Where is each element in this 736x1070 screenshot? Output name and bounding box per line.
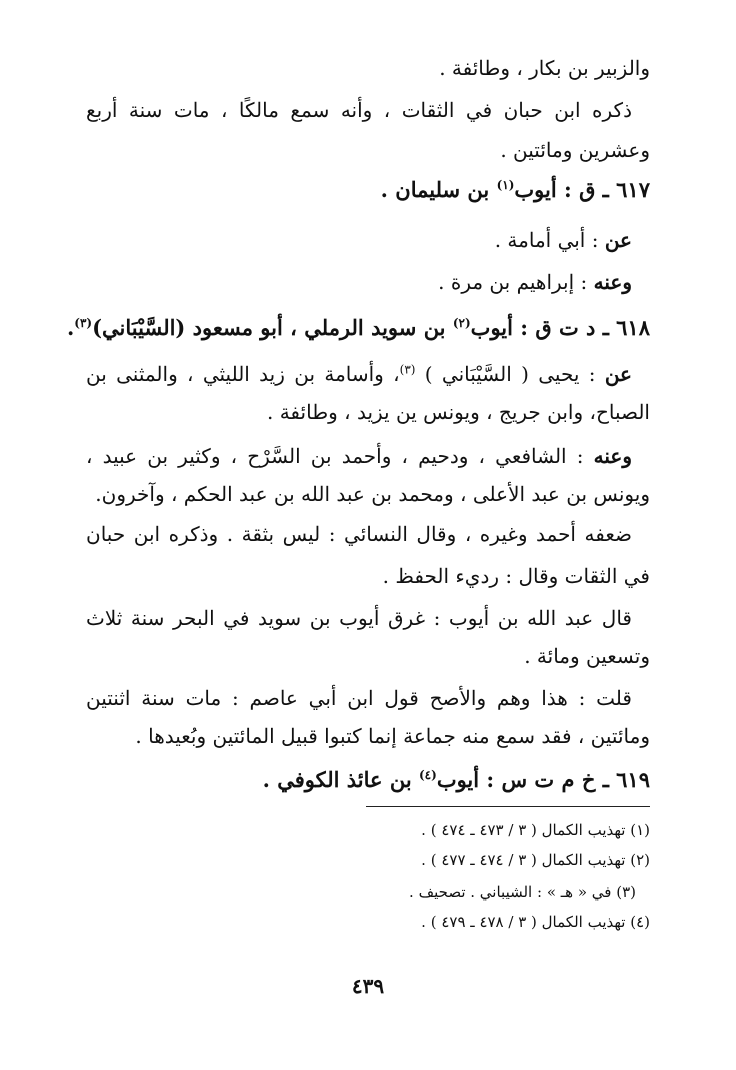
footnote: (٣) في « هـ » : الشيباني . تصحيف . (409, 883, 636, 901)
text-span: ، وأسامة بن زيد الليثي ، والمثنى بن (86, 362, 400, 386)
text-line: ومائتين ، فقد سمع منه جماعة إنما كتبوا قبيل المائتين وبُعيدها . (135, 724, 650, 748)
text-line (86, 268, 632, 296)
text-line (86, 226, 632, 254)
entry-heading-618 (66, 314, 650, 342)
text-line: والزبير بن بكار ، وطائفة . (439, 56, 650, 80)
text-line: ضعفه أحمد وغيره ، وقال النسائي : ليس بثقة . وذكره ابن حبان (86, 522, 632, 546)
text-span: : الشافعي ، ودحيم ، وأحمد بن السَّرْح ، وكثير بن عبيد ، (86, 444, 594, 468)
entry-heading-619 (86, 766, 650, 794)
entry-heading-text: . (66, 315, 75, 340)
text-span: : أبي أمامة . (494, 228, 605, 252)
text-line: ذكره ابن حبان في الثقات ، وأنه سمع مالكًا ، مات سنة أربع (86, 98, 632, 122)
footnote-ref: (٣) (399, 362, 416, 377)
footnote-ref: (٣) (74, 316, 93, 330)
label-an: عن (604, 228, 632, 252)
text-span: : إبراهيم بن مرة . (438, 270, 594, 294)
entry-heading-617 (86, 176, 650, 204)
text-line: الصباح، وابن جريج ، ويونس ين يزيد ، وطائفة . (266, 400, 650, 424)
text-line (86, 442, 632, 470)
label-wa-anhu: وعنه (593, 444, 632, 468)
entry-heading-text: بن سليمان . (380, 177, 497, 202)
entry-heading-text: ٦١٧ ـ ق : أيوب (514, 177, 650, 202)
footnote: (٢) تهذيب الكمال ( ٣ / ٤٧٤ ـ ٤٧٧ ) . (421, 851, 650, 869)
text-line: وتسعين ومائة . (524, 644, 650, 668)
footnote-ref: (٢) (452, 316, 471, 330)
footnote: (٤) تهذيب الكمال ( ٣ / ٤٧٨ ـ ٤٧٩ ) . (421, 913, 650, 931)
label-wa-anhu: وعنه (593, 270, 632, 294)
entry-heading-text: بن سويد الرملي ، أبو مسعود (السَّيْبَاني) (92, 315, 453, 340)
entry-heading-text: بن عائذ الكوفي . (262, 767, 419, 792)
text-span: : يحيى ( السَّيْبَاني ) (415, 362, 605, 386)
text-line: في الثقات وقال : رديء الحفظ . (382, 564, 650, 588)
text-line: وعشرين ومائتين . (500, 138, 650, 162)
entry-heading-text: ٦١٨ ـ د ت ق : أيوب (470, 315, 650, 340)
text-line (86, 360, 632, 388)
text-line: قال عبد الله بن أيوب : غرق أيوب بن سويد في البحر سنة ثلاث (86, 606, 632, 630)
footnote-ref: (١) (496, 178, 515, 192)
text-line: ويونس بن عبد الأعلى ، ومحمد بن عبد الله بن عبد الحكم ، وآخرون. (95, 482, 650, 506)
page-number: ٤٣٩ (351, 974, 385, 998)
text-line: قلت : هذا وهم والأصح قول ابن أبي عاصم : مات سنة اثنتين (86, 686, 632, 710)
footnote-divider (366, 806, 650, 807)
entry-heading-text: ٦١٩ ـ خ م ت س : أيوب (436, 767, 650, 792)
label-an: عن (604, 362, 632, 386)
footnote: (١) تهذيب الكمال ( ٣ / ٤٧٣ ـ ٤٧٤ ) . (421, 821, 650, 839)
footnote-ref: (٤) (418, 768, 437, 782)
